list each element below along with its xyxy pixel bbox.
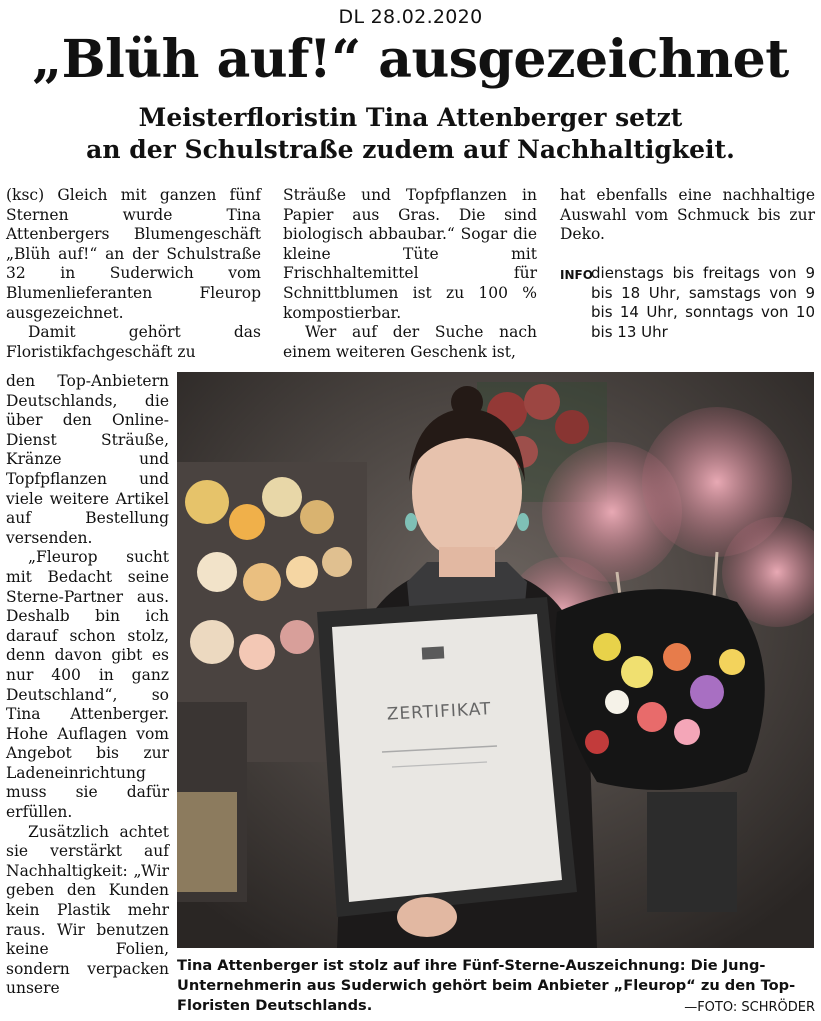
- paragraph: (ksc) Gleich mit ganzen fünf Sternen wurde Tina Attenbergers Blumengeschäft „Blüh auf!“ an der Schulstraße 32 in Suderwich vom Blumenlieferanten Fleurop ausgezeichnet.: [6, 186, 261, 322]
- paragraph: „Fleurop sucht mit Bedacht seine Sterne-Partner aus. Deshalb bin ich darauf schon stolz, denn davon gibt es nur 400 in ganz Deutschland“, so Tina Attenberger. Hohe Auflagen vom Angebot bis zur Ladeneinrichtung muss sie dafür erfüllen.: [6, 548, 169, 822]
- column-1-top: [6, 186, 261, 362]
- article-photo: [177, 372, 814, 948]
- column-3: [560, 186, 815, 245]
- headline: „Blüh auf!“ ausgezeichnet: [32, 29, 789, 90]
- paragraph: Sträuße und Topfpflanzen in Papier aus Gras. Die sind biologisch abbaubar.“ Sogar die kleine Tüte mit Frischhaltemittel für Schnittblumen ist zu 100 % kompostierbar.: [283, 186, 537, 322]
- info-label: INFO: [560, 268, 593, 282]
- info-box: [560, 264, 815, 342]
- photo-caption: Tina Attenberger ist stolz auf ihre Fünf-Sterne-Auszeichnung: Die Jung-Unternehmerin aus Suderwich gehört beim Anbieter „Fleurop“ zu den Top-Floristen Deutschlands.: [177, 957, 796, 1014]
- subheadline-line-1: Meisterfloristin Tina Attenberger setzt: [138, 103, 683, 132]
- certificate-title: ZERTIFIKAT: [386, 699, 492, 725]
- photo-credit: —FOTO: SCHRÖDER: [684, 1000, 815, 1015]
- paragraph: Wer auf der Suche nach einem weiteren Geschenk ist,: [283, 323, 537, 361]
- certificate: [317, 597, 577, 937]
- column-1-narrow: [6, 372, 169, 999]
- date-stamp: DL 28.02.2020: [338, 6, 483, 28]
- subheadline-line-2: an der Schulstraße zudem auf Nachhaltigkeit.: [86, 135, 735, 164]
- column-2: [283, 186, 537, 362]
- paragraph: den Top-Anbietern Deutschlands, die über den Online-Dienst Sträuße, Kränze und Topfpflanzen und viele weitere Artikel auf Bestellung versenden.: [6, 372, 169, 547]
- paragraph: Zusätzlich achtet sie verstärkt auf Nachhaltigkeit: „Wir geben den Kunden kein Plastik mehr raus. Wir benutzen keine Folien, sondern verpacken unsere: [6, 822, 169, 998]
- photo-illustration: [177, 372, 814, 948]
- info-text: dienstags bis freitags von 9 bis 18 Uhr, samstags von 9 bis 14 Uhr, sonntags von 10 bis 13 Uhr: [591, 264, 815, 341]
- subheadline: [0, 102, 821, 166]
- paragraph: hat ebenfalls eine nachhaltige Auswahl vom Schmuck bis zur Deko.: [560, 186, 815, 244]
- paragraph: Damit gehört das Floristikfachgeschäft zu: [6, 323, 261, 361]
